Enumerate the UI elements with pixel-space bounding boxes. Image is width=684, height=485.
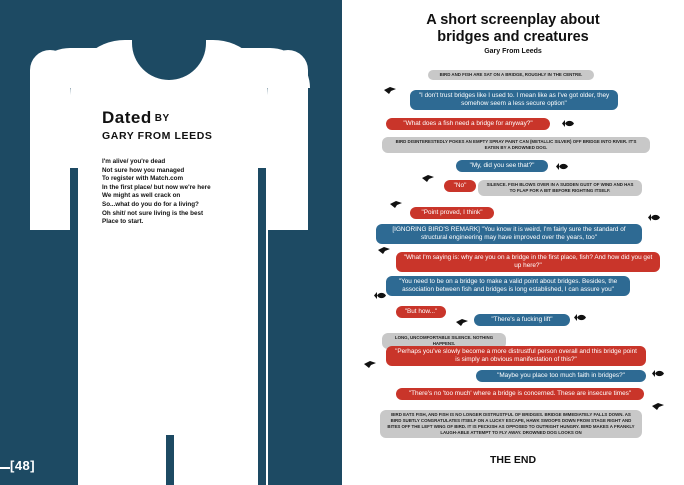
bird-dialogue: "Point proved, I think" [410, 207, 494, 219]
shirt-sleeve-left [30, 50, 70, 230]
bird-icon [422, 174, 434, 182]
screenplay-title [342, 12, 684, 46]
stage-direction: BIRD EATS FISH, AND FISH IS NO LONGER DISTRUSTFUL OF BRIDGES. BRIDGE IMMEDIATELY FALLS DOWN. AS BIRD SUBTLY CONGRATULATES ITSELF ON A LUCKY ESCAPE, HAWK SWOOPS DOWN FROM STAGE RIGHT AND BITES OFF THE LEFT WING OF BIRD. IT IS PECKISH AS OPPOSED TO OUTRIGHT HUNGRY. BIRD MAKES A FRANKLY LAUGH-ABLE ATTEMPT TO FLY AWAY. DROWNED DOG LOOKS ON [380, 410, 642, 438]
bird-dialogue: "Perhaps you've slowly become a more distrustful person overall and this bridge point is simply an obvious manifestation of this?" [386, 346, 646, 366]
fish-icon [574, 314, 586, 321]
fish-dialogue: "There's a fucking lift" [474, 314, 570, 326]
right-page [342, 0, 684, 485]
fish-dialogue: "You need to be on a bridge to make a valid point about bridges. Besides, the association between fish and bridges is long established, I can assure you" [386, 276, 630, 296]
bird-dialogue: "But how..." [396, 306, 446, 318]
fish-icon [648, 214, 660, 221]
poem-line: Place to start. [102, 218, 144, 226]
bird-icon [384, 86, 396, 94]
fish-dialogue: "Maybe you place too much faith in bridges?" [476, 370, 646, 382]
bird-icon [364, 360, 376, 368]
screenplay-title-text: A short screenplay about bridges and creatures [426, 12, 600, 45]
fish-icon [562, 120, 574, 127]
bird-icon [390, 200, 402, 208]
fish-icon [556, 163, 568, 170]
bird-dialogue: "What does a fish need a bridge for anyway?" [386, 118, 550, 130]
poem-line: We might as well crack on [102, 192, 181, 200]
screenplay-author: Gary From Leeds [484, 48, 542, 55]
poem-title [102, 108, 213, 128]
stage-direction: BIRD DISINTERESTEDLY POKES AN EMPTY SPRAY PAINT CAN (METALLIC SILVER) OFF BRIDGE INTO RIVER. IT'S EATEN BY A DROWNED DOG. [382, 137, 650, 153]
poem-body [102, 158, 262, 227]
shirt-leg-gap [166, 435, 174, 485]
poem-author: GARY FROM LEEDS [102, 130, 213, 142]
fish-icon [652, 370, 664, 377]
stage-direction: LONG, UNCOMFORTABLE SILENCE. NOTHING HAPPENS. [382, 333, 506, 349]
page-number-rule [0, 467, 10, 469]
bird-dialogue: "There's no 'too much' where a bridge is concerned. These are insecure times" [396, 388, 644, 400]
bird-dialogue: "No" [444, 180, 476, 192]
fish-dialogue: "My, did you see that?" [456, 160, 548, 172]
bird-icon [652, 402, 664, 410]
fish-dialogue: "I don't trust bridges like I used to. I mean like as I've got older, they somehow seem a less secure option" [410, 90, 618, 110]
poem-line: To register with Match.com [102, 175, 184, 183]
stage-direction: SILENCE. FISH BLOWS OVER IN A SUDDEN GUST OF WIND AND HAS TO FLAP FOR A BIT BEFORE RIGHTING ITSELF. [478, 180, 642, 196]
poem-line: In the first place/ but now we're here [102, 183, 211, 191]
bird-dialogue: "What I'm saying is: why are you on a bridge in the first place, fish? And how did you get up here?" [396, 252, 660, 272]
bird-icon [378, 246, 390, 254]
poem-line: So...what do you do for a living? [102, 200, 199, 208]
the-end: THE END [489, 454, 537, 466]
poem-header [102, 108, 213, 142]
shirt-sleeve-right [268, 50, 308, 230]
poem-by: BY [154, 113, 170, 125]
fish-dialogue: [IGNORING BIRD'S REMARK] "You know it is weird, I'm fairly sure the standard of structural engineering may have improved over the years, too" [376, 224, 642, 244]
page-number: [48] [10, 458, 36, 473]
stage-direction: BIRD AND FISH ARE SAT ON A BRIDGE, ROUGHLY IN THE CENTRE. [428, 70, 594, 80]
shirt-side-gap-left [70, 168, 78, 485]
poem-line: I'm alive/ you're dead [102, 158, 166, 165]
poem-title-text: Dated [102, 108, 152, 127]
poem-line: Not sure how you managed [102, 166, 185, 174]
shirt-torso [70, 40, 268, 485]
bird-icon [456, 318, 468, 326]
poem-line: Oh shit/ not sure living is the best [102, 209, 204, 217]
fish-icon [374, 292, 386, 299]
